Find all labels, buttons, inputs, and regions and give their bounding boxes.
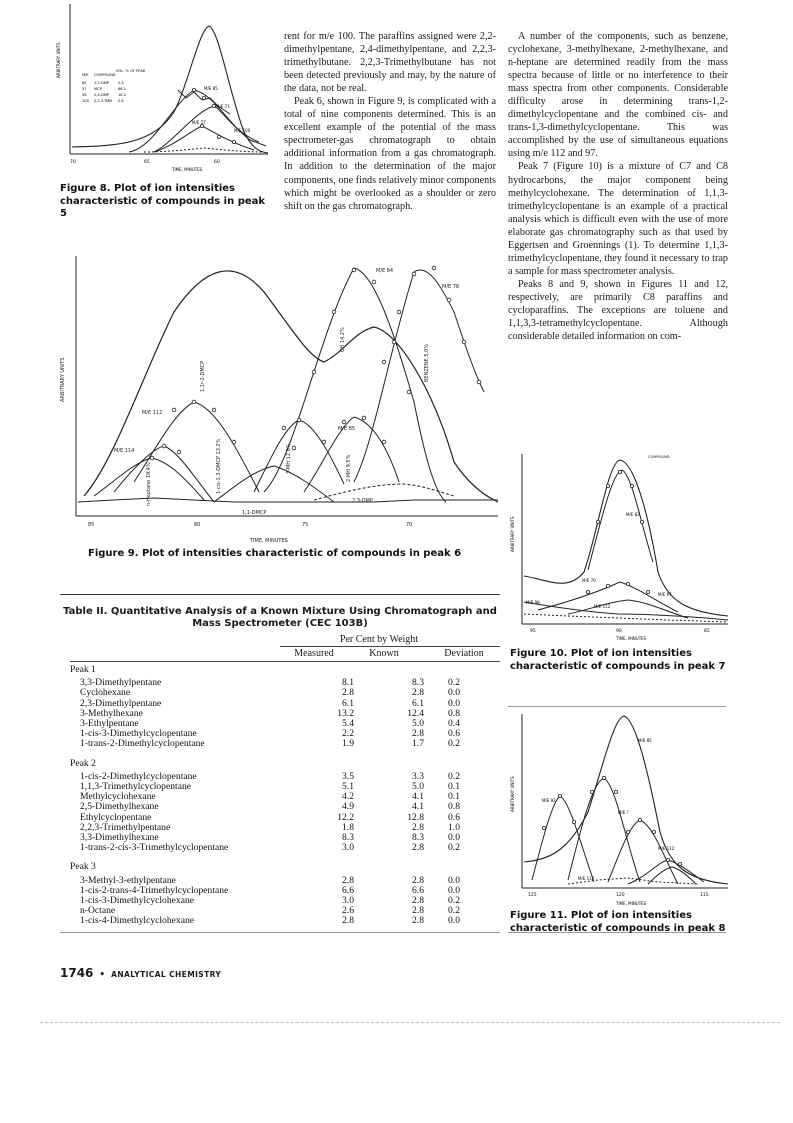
fig8-legend-cell: 0.8 [118, 99, 124, 103]
measured: 8.1 [342, 677, 354, 689]
measured: 1.9 [342, 738, 354, 750]
fig9-series-label: CH 14.2% [340, 327, 346, 352]
fig8-ylabel: ARBITRARY UNITS [56, 42, 61, 78]
table-column-header: Deviation [444, 648, 484, 659]
fig10-series-label: M/E 83 [626, 512, 640, 517]
fig9-series-label: 3-MH 12.8% [286, 443, 292, 474]
fig9-ylabel: ARBITRARY UNITS [60, 357, 66, 402]
deviation: 0.2 [448, 677, 460, 689]
compound: Cyclohexane [80, 687, 131, 699]
measured: 2.2 [342, 728, 354, 740]
deviation: 0.8 [448, 707, 460, 719]
deviation: 0.6 [448, 728, 460, 740]
deviation: 0.8 [448, 801, 460, 813]
figure-9-caption: Figure 9. Plot of intensities characteristic of compounds in peak 6 [88, 548, 462, 559]
fig8-legend-cell: 56 [82, 93, 87, 97]
compound: 3-Methylhexane [80, 707, 143, 719]
fig8-series-label: M/E 57 [192, 120, 206, 125]
fig10-series-label: M/E 70 [582, 578, 596, 583]
known: 5.0 [412, 718, 424, 730]
measured: 2.8 [342, 874, 354, 886]
measured: 4.2 [342, 791, 354, 803]
fig9-series-label: M/E 112 [142, 410, 163, 416]
compound: 2,3-Dimethylpentane [80, 697, 162, 709]
known: 5.0 [412, 781, 424, 793]
measured: 3.0 [342, 842, 354, 854]
fig8-legend-cell: 2,2,3-TMB [94, 99, 112, 103]
fig8-legend-cell: 68.1 [118, 87, 127, 91]
fig11-series-label: M/E 112 [658, 846, 675, 851]
table-title-line: Mass Spectrometer (CEC 103B) [192, 618, 368, 629]
table-group-header: Per Cent by Weight [339, 634, 419, 645]
table-header-rule [70, 661, 500, 662]
paragraph: Peaks 8 and 9, shown in Figures 11 and 12, respectively, are primarily C8 paraffins and cycloparaffins. The exceptions are toluene and 1,1,3,3-tetramethylcyclopentane. Although considerable detailed information on com- [508, 278, 728, 343]
fig9-series-label: 1-cis-1,3-DMCP 13.2% [216, 438, 222, 494]
deviation: 0.2 [448, 770, 460, 782]
known: 2.8 [412, 687, 424, 699]
page-number: 1746 [60, 966, 94, 980]
table-group-header-rule [280, 646, 500, 647]
deviation: 0.2 [448, 895, 460, 907]
known: 6.6 [412, 884, 424, 896]
measured: 3.0 [342, 895, 354, 907]
deviation: 0.0 [448, 874, 460, 886]
table-column-header: Measured [294, 648, 334, 659]
known: 3.3 [412, 770, 424, 782]
deviation: 0.1 [448, 791, 460, 803]
measured: 5.1 [342, 781, 354, 793]
fig8-legend-cell: 18.2 [118, 93, 127, 97]
known: 2.8 [412, 842, 424, 854]
fig8-series-label: M/E 100 [234, 128, 251, 133]
paragraph: rent for m/e 100. The paraffins assigned were 2,2-dimethylpentane, 2,4-dimethylpentane, and 2,2,3-trimethylbutane. 2,2,3-Trimethylbutane has not been detected previously and may, by the nature of the data, not be real. [284, 31, 496, 95]
compound: 1-cis-3-Dimethylcyclohexane [80, 895, 195, 907]
fig8-legend-cell: 100 [82, 99, 89, 103]
measured: 5.4 [342, 718, 354, 730]
known: 6.1 [412, 697, 424, 709]
fig8-tick: 70 [70, 160, 76, 165]
fig9-series-label: M/E 114 [114, 448, 135, 454]
fig9-tick: 80 [194, 522, 201, 528]
compound: 2,5-Dimethylhexane [80, 801, 159, 813]
table-group-row [70, 664, 500, 678]
compound: 3-Methyl-3-ethylpentane [80, 874, 176, 886]
fig10-series-label: M/E 98 [526, 600, 540, 605]
measured: 2.8 [342, 687, 354, 699]
fig11-series-label: M/E ? [618, 810, 629, 815]
measured: 2.8 [342, 915, 354, 927]
fig8-series-label: M/E 71 [216, 104, 230, 109]
fig8-legend-head: M/E [82, 73, 89, 77]
fig8-legend-cell: 57 [82, 87, 87, 91]
figure-8-caption: Figure 8. Plot of ion intensities characteristic of compounds in peak 5 [60, 183, 266, 219]
fig8-legend-cell: 85 [82, 81, 87, 85]
table-title [60, 606, 500, 630]
deviation: 0.0 [448, 915, 460, 927]
deviation: 0.2 [448, 905, 460, 917]
known: 12.4 [407, 707, 424, 719]
footer-bullet: • [99, 970, 106, 980]
figure-8 [54, 2, 270, 172]
fig10-tick: 85 [704, 629, 710, 634]
figure-11-plot [508, 712, 730, 908]
fig10-tick: 90 [616, 629, 622, 634]
fig8-legend-head: COMPOUND [94, 73, 116, 77]
table-column-header: Known [369, 648, 399, 659]
deviation: 0.2 [448, 842, 460, 854]
fig9-series-label: 1,1r-2-DMCP [200, 360, 206, 392]
fig8-legend-head: VOL. % OF PEAK [116, 69, 146, 73]
fig11-series-label: M/E 92 [542, 798, 556, 803]
middle-column [284, 30, 496, 213]
compound: 1,1,3-Trimethylcyclopentane [80, 781, 192, 793]
table-top-rule [60, 594, 500, 595]
fig8-tick: 65 [144, 160, 150, 165]
fig11-xlabel: TIME, MINUTES [616, 901, 647, 906]
fig11-tick: 125 [528, 893, 537, 898]
table-bottom-rule [60, 932, 500, 933]
page-footer [60, 966, 221, 980]
known: 8.3 [412, 832, 424, 844]
fig8-xlabel: TIME, MINUTES [172, 167, 203, 172]
deviation: 0.0 [448, 687, 460, 699]
fig9-series-label: BENZENE 5.0% [424, 343, 430, 382]
fig8-tick: 60 [214, 160, 220, 165]
deviation: 0.0 [448, 832, 460, 844]
known: 4.1 [412, 791, 424, 803]
deviation: 0.6 [448, 811, 460, 823]
table-row [70, 916, 500, 926]
deviation: 0.0 [448, 697, 460, 709]
fig9-series-label: M/E 85 [338, 426, 356, 432]
fig9-series-label: M/E 78 [442, 284, 460, 290]
measured: 13.2 [337, 707, 354, 719]
fig8-legend-cell: 2.4 [118, 81, 124, 85]
known: 2.8 [412, 905, 424, 917]
group-name: Peak 1 [70, 664, 96, 675]
measured: 2.6 [342, 905, 354, 917]
right-column-rule [508, 706, 726, 707]
known: 8.3 [412, 677, 424, 689]
compound: 3,3-Dimethylpentane [80, 677, 162, 689]
fig9-series-label: 1,1-DMCP [242, 510, 267, 516]
figure-9 [54, 252, 500, 544]
deviation: 1.0 [448, 821, 460, 833]
table-group-row [70, 758, 500, 772]
compound: 1-cis-2-Dimethylcyclopentane [80, 770, 197, 782]
compound: Ethylcyclopentane [80, 811, 152, 823]
compound: 1-cis-4-Dimethylcyclohexane [80, 915, 195, 927]
compound: 3-Ethylpentane [80, 718, 139, 730]
compound: 3,3-Dimethylhexane [80, 832, 159, 844]
known: 12.8 [407, 811, 424, 823]
fig9-tick: 75 [302, 522, 309, 528]
fig11-series-label: M/E 85 [638, 738, 652, 743]
right-column [508, 30, 728, 343]
compound: 1-trans-2-cis-3-Trimethylcyclopentane [80, 842, 229, 854]
fig9-series-label: 2,3-DMP [352, 498, 373, 504]
compound: 1-cis-3-Dimethylcyclopentane [80, 728, 197, 740]
measured: 6.6 [342, 884, 354, 896]
figure-10-plot [508, 452, 730, 644]
figure-11 [508, 712, 730, 908]
compound: 1-cis-2-trans-4-Trimethylcyclopentane [80, 884, 229, 896]
fig8-legend-cell: MCP [94, 87, 102, 91]
table-group-row [70, 861, 500, 875]
fig8-legend-cell: 2,4-DMP [94, 93, 110, 97]
fig11-series-label: M/E 112 [578, 876, 595, 881]
figure-11-caption: Figure 11. Plot of ion intensities characteristic of compounds in peak 8 [510, 910, 726, 934]
measured: 12.2 [337, 811, 354, 823]
group-name: Peak 2 [70, 757, 96, 769]
fig10-legend-mark: COMPOUND [648, 455, 670, 459]
fig8-legend-cell: 2,2-DMP [94, 81, 110, 85]
compound: n-Octane [80, 905, 116, 917]
compound: Methylcyclohexane [80, 791, 156, 803]
fig9-tick: 85 [88, 522, 95, 528]
fig10-series-label: M/E 112 [594, 604, 611, 609]
fig9-series-label: 2-MH 9.5% [346, 454, 352, 482]
known: 2.8 [412, 915, 424, 927]
table-title-line: Table II. Quantitative Analysis of a Known Mixture Using Chromatograph and [63, 606, 497, 617]
known: 4.1 [412, 801, 424, 813]
fig10-tick: 95 [530, 629, 536, 634]
figure-10 [508, 452, 730, 644]
group-name: Peak 3 [70, 861, 96, 873]
known: 2.8 [412, 895, 424, 907]
measured: 1.8 [342, 821, 354, 833]
fig10-ylabel: ARBITRARY UNITS [510, 516, 515, 552]
fig11-tick: 115 [700, 893, 709, 898]
measured: 3.5 [342, 770, 354, 782]
figure-9-plot [54, 252, 500, 544]
figure-8-plot [54, 2, 270, 172]
compound: 2,2,3-Trimethylpentane [80, 821, 171, 833]
measured: 4.9 [342, 801, 354, 813]
paragraph: A number of the components, such as benzene, cyclohexane, 3-methylhexane, 2-methylhexane, and n-heptane are determined readily from the mass spectra because of little or no interference to their mass spectra from other components. Considerable difficulty arose in determining trans-1,2-dimethylcyclopentane and the combined cis- and trans-1,3-dimethylcyclopentane. This was accomplished by the use of simultaneous equations using m/e 112 and 97. [508, 31, 728, 160]
deviation: 0.1 [448, 781, 460, 793]
deviation: 0.4 [448, 718, 460, 730]
table-row [70, 843, 500, 861]
fig9-tick: 70 [406, 522, 413, 528]
table-row [70, 678, 500, 688]
fig11-tick: 120 [616, 893, 625, 898]
fig10-series-label: M/E 97 [658, 592, 672, 597]
measured: 6.1 [342, 697, 354, 709]
deviation: 0.2 [448, 738, 460, 750]
paragraph: Peak 6, shown in Figure 9, is complicated with a total of nine components determined. This is an excellent example of the potential of the mass spectrometer-gas chromatograph to obtain additional information from a gas chromatograph. In addition to the determination of the major components, one finds relatively minor components which might be overlooked as a shoulder or zero shift on the gas chromatograph. [284, 96, 496, 212]
paragraph: Peak 7 (Figure 10) is a mixture of C7 and C8 hydrocarbons, the major component being methylcyclohexane. The determination of 1,1,3-trimethylcyclopentane is an example of a practical analysis which is difficult even with the use of more elaborate gas chromatography such as that used by Eggertsen and Groennings (1). To determine 1,1,3-trimethylcyclopentane, they found it necessary to trap a sample for mass spectrometer analysis. [508, 161, 728, 277]
scan-edge-line [40, 1022, 780, 1023]
fig9-xlabel: TIME, MINUTES [250, 538, 288, 544]
fig9-series-label: M/E 84 [376, 268, 394, 274]
fig10-xlabel: TIME, MINUTES [616, 636, 647, 641]
known: 2.8 [412, 874, 424, 886]
figure-10-caption: Figure 10. Plot of ion intensities characteristic of compounds in peak 7 [510, 648, 726, 672]
table-row [70, 739, 500, 757]
known: 2.8 [412, 821, 424, 833]
journal-name: ANALYTICAL CHEMISTRY [111, 970, 222, 979]
fig11-ylabel: ARBITRARY UNITS [510, 776, 515, 812]
known: 2.8 [412, 728, 424, 740]
known: 1.7 [412, 738, 424, 750]
fig8-series-label: M/E 85 [204, 86, 218, 91]
deviation: 0.0 [448, 884, 460, 896]
fig9-series-label: n-Heptane 19.4% [146, 462, 152, 506]
measured: 8.3 [342, 832, 354, 844]
table-row [70, 896, 500, 906]
table-body [70, 664, 500, 927]
compound: 1-trans-2-Dimethylcyclopentane [80, 738, 205, 750]
